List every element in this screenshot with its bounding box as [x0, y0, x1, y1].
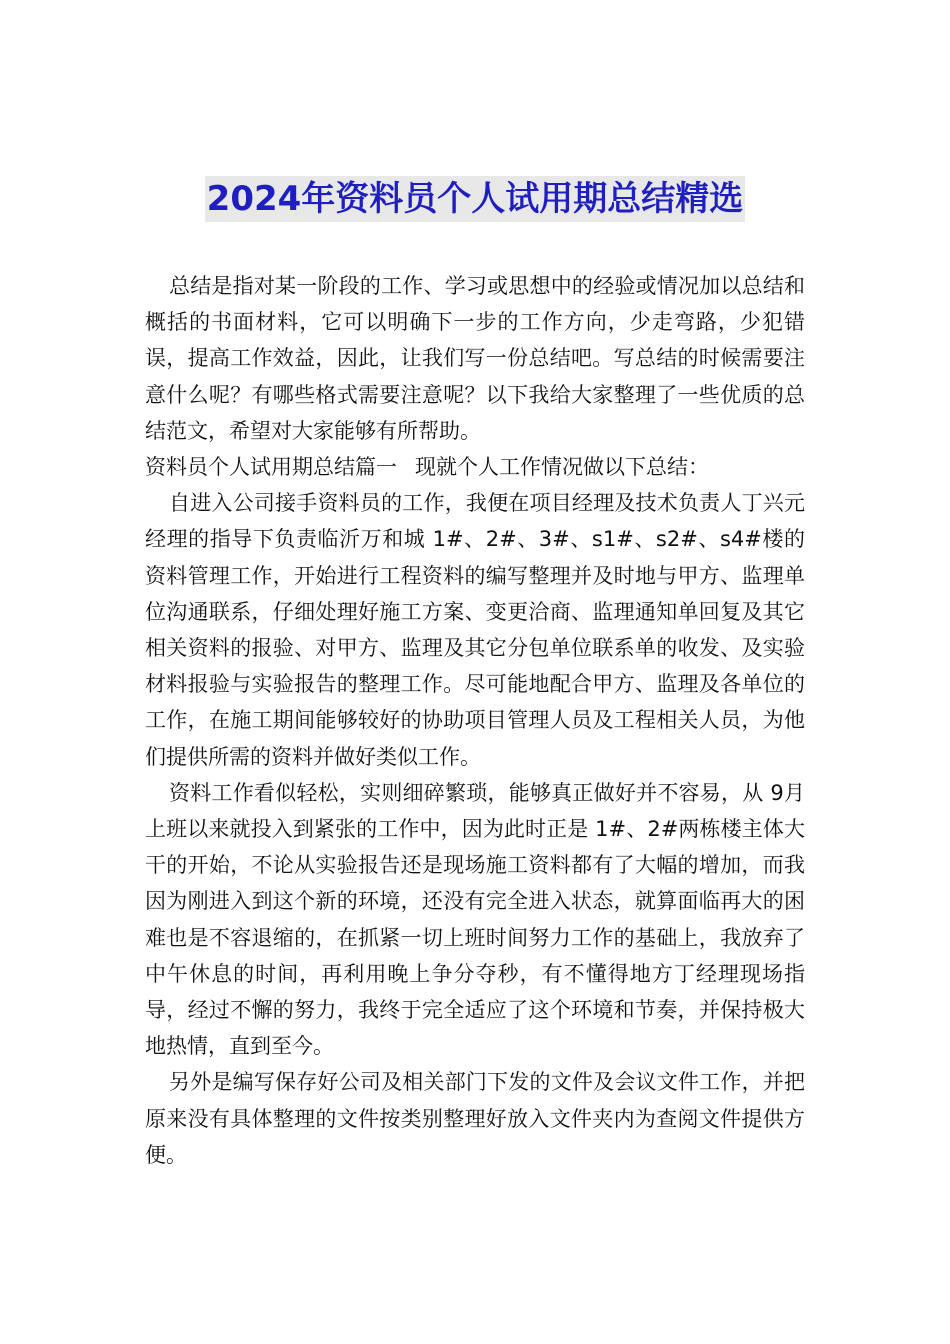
document-title: 2024年资料员个人试用期总结精选: [205, 176, 746, 222]
section-lead: 现就个人工作情况做以下总结：: [415, 455, 709, 480]
section-heading-line: [145, 449, 805, 485]
section-heading: 资料员个人试用期总结篇一: [145, 455, 397, 480]
body-paragraph-3: 另外是编写保存好公司及相关部门下发的文件及会议文件工作，并把原来没有具体整理的文件按类别整理好放入文件夹内为查阅文件提供方便。: [145, 1070, 805, 1167]
title-container: [0, 176, 950, 222]
body-paragraph-1: 自进入公司接手资料员的工作，我便在项目经理及技术负责人丁兴元经理的指导下负责临沂万和城 1#、2#、3#、s1#、s2#、s4#楼的资料管理工作，开始进行工程资料的编写整理并及时地与甲方、监理单位沟通联系，仔细处理好施工方案、变更洽商、监理通知单回复及其它相关资料的报验、对甲方、监理及其它分包单位联系单的收发、及实验材料报验与实验报告的整理工作。尽可能地配合甲方、监理及各单位的工作，在施工期间能够较好的协助项目管理人员及工程相关人员，为他们提供所需的资料并做好类似工作。: [145, 491, 805, 769]
body-paragraph-2: 资料工作看似轻松，实则细碎繁琐，能够真正做好并不容易，从 9月上班以来就投入到紧张的工作中，因为此时正是 1#、2#两栋楼主体大干的开始，不论从实验报告还是现场施工资料都有了大幅的增加，而我因为刚进入到这个新的环境，还没有完全进入状态，就算面临再大的困难也是不容退缩的，在抓紧一切上班时间努力工作的基础上，我放弃了中午休息的时间，再利用晚上争分夺秒，有不懂得地方丁经理现场指导，经过不懈的努力，我终于完全适应了这个环境和节奏，并保持极大地热情，直到至今。: [145, 780, 805, 1059]
intro-paragraph: 总结是指对某一阶段的工作、学习或思想中的经验或情况加以总结和概括的书面材料，它可以明确下一步的工作方向，少走弯路，少犯错误，提高工作效益，因此，让我们写一份总结吧。写总结的时候需要注意什么呢？有哪些格式需要注意呢？以下我给大家整理了一些优质的总结范文，希望对大家能够有所帮助。: [145, 274, 805, 443]
document-body: [145, 268, 805, 1173]
